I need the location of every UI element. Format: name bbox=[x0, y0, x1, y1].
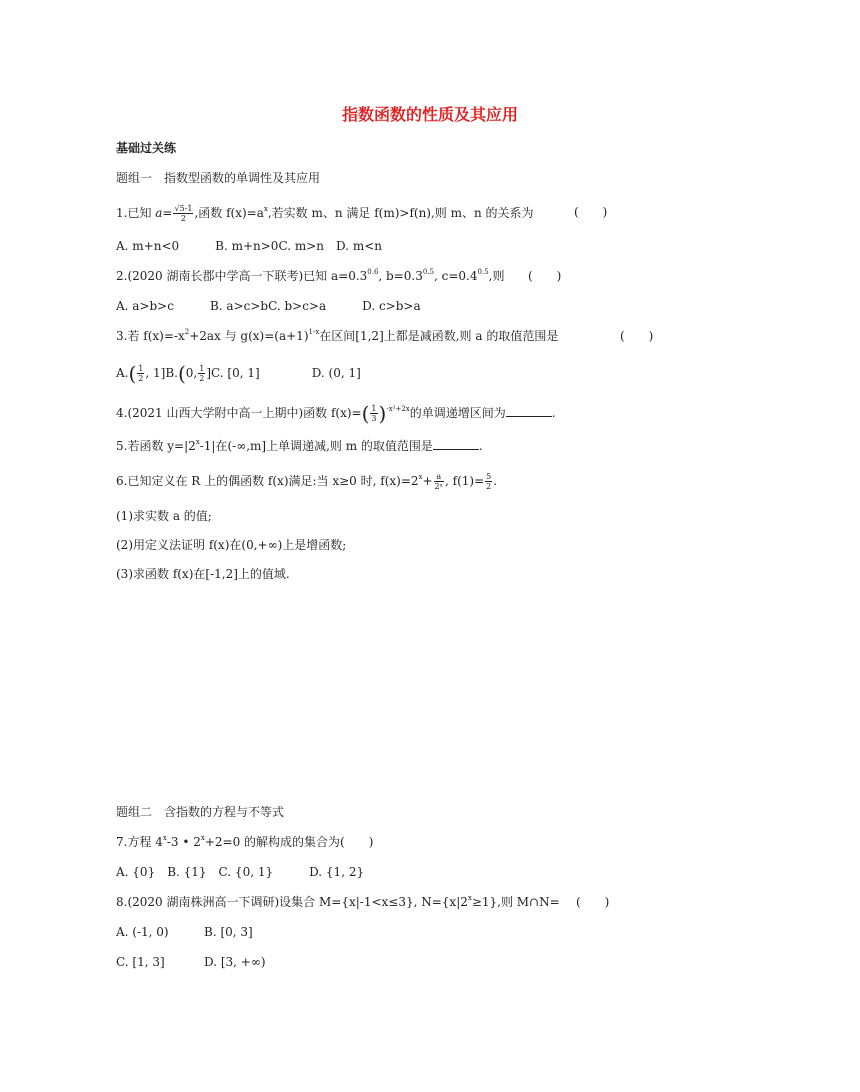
question-5: 5.若函数 $y=|2^x-1|$在(-∞,m]上单调递减,则 m 的取值范围是 . bbox=[116, 438, 483, 453]
group-heading-1: 题组一 指数型函数的单调性及其应用 bbox=[116, 171, 321, 185]
question-6: 6.已知定义在 R 上的偶函数 f(x)满足:当 x≥0 时, $f(x)=2^x+$ $\frac{a}{\text{2ˣ}}$ , f(1)= $\frac{5}{2}$ . bbox=[116, 472, 498, 491]
question-6-part-2: (2)用定义法证明 f(x)在(0,+∞)上是增函数; bbox=[116, 538, 347, 552]
fraction: $\frac{√5-1}{2}$ bbox=[174, 204, 193, 223]
option-8-a: A. (-1, 0) bbox=[116, 925, 169, 939]
options-3: A.( $\frac{1}{2}$ , 1]B.(0, $\frac{1}{2}$ ]C. [0, 1] D. (0, 1] bbox=[116, 361, 361, 386]
options-7: A. {0} B. {1} C. {0, 1} D. {1, 2} bbox=[116, 865, 365, 879]
answer-paren-1: ( ) bbox=[574, 205, 608, 219]
section-heading: 基础过关练 bbox=[116, 141, 177, 155]
question-3: 3.若 $f(x)=-x^2+2ax$ 与 $g(x)=(a+1)^{1-x}$在区间[1,2]上都是减函数,则 a 的取值范围是 bbox=[116, 328, 559, 343]
question-1: 1.已知 a= $\frac{√5-1}{2}$ ,函数 $f(x)=a^x$,若实数 m、n 满足 f(m)>f(n),则 m、n 的关系为 bbox=[116, 204, 534, 223]
answer-paren-2: ( ) bbox=[528, 269, 562, 283]
answer-paren-3: ( ) bbox=[620, 329, 654, 343]
question-6-part-3: (3)求函数 f(x)在[-1,2]上的值域. bbox=[116, 567, 290, 581]
answer-blank bbox=[433, 438, 479, 450]
question-4: 4.(2021 山西大学附中高一上期中)函数 f(x)=( $\frac{1}{3}$ )$^{-x^2+2x}$的单调递增区间为 . bbox=[116, 401, 556, 426]
option-8-d: D. [3, +∞) bbox=[204, 955, 266, 969]
page-title: 指数函数的性质及其应用 bbox=[341, 105, 518, 124]
answer-paren-8: ( ) bbox=[576, 895, 610, 909]
answer-blank bbox=[506, 405, 552, 417]
options-2: A. a>b>c B. a>c>bC. b>c>a D. c>b>a bbox=[116, 299, 421, 313]
question-8: 8.(2020 湖南株洲高一下调研)设集合 M={x|-1<x≤3}, $N=\{x|2^x\ge 1\}$,则 M∩N= bbox=[116, 894, 560, 909]
option-8-b: B. [0, 3] bbox=[204, 925, 253, 939]
question-6-part-1: (1)求实数 a 的值; bbox=[116, 509, 212, 523]
option-8-c: C. [1, 3] bbox=[116, 955, 165, 969]
question-7: 7.方程 4$^x$-3 • $2^x+2=0$ 的解构成的集合为( ) bbox=[116, 834, 374, 849]
question-2: 2.(2020 湖南长郡中学高一下联考)已知 $a=0.3^{0.6}$, $b=0.3^{0.5}$, $c=0.4^{0.5}$,则 bbox=[116, 268, 505, 283]
group-heading-2: 题组二 含指数的方程与不等式 bbox=[116, 805, 285, 819]
options-1: A. m+n<0 B. m+n>0C. m>n D. m<n bbox=[116, 239, 382, 253]
